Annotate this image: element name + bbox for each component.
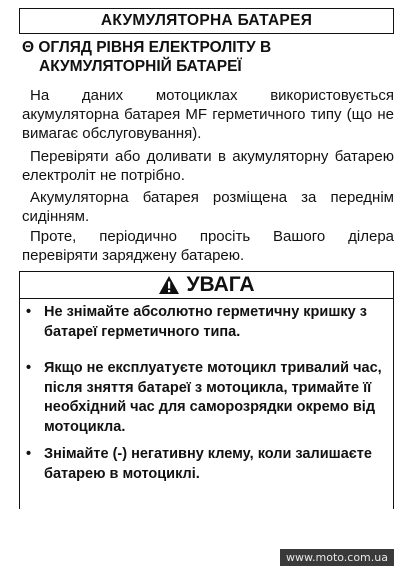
subsection-title-line2: АКУМУЛЯТОРНІЙ БАТАРЕЇ — [39, 58, 242, 75]
paragraph-battery-type: На даних мотоциклах використовується акумуляторна батарея MF герметичного типу (що не вимагає обслуговування). — [22, 87, 394, 142]
warning-item: • Знімайте (-) негативну клему, коли залишаєте батарею в мотоциклі. — [26, 446, 372, 482]
subsection-title — [22, 38, 392, 76]
paragraph-electrolyte: Перевіряти або доливати в акумуляторну батарею електроліт не потрібно. — [22, 148, 394, 184]
warning-item: • Не знімайте абсолютно герметичну кришку з батареї герметичного типа. — [26, 304, 367, 340]
warning-body — [19, 299, 394, 509]
warning-item: • Якщо не експлуатуєте мотоцикл тривалий час, після зняття батареї з мотоцикла, тримайте її необхідний час для саморозрядки окремо від мотоцикла. — [26, 360, 382, 435]
subsection-title-line1: ОГЛЯД РІВНЯ ЕЛЕКТРОЛІТУ В — [38, 39, 272, 56]
section-header-title: АКУМУЛЯТОРНА БАТАРЕЯ — [100, 12, 313, 29]
paragraph-location: Акумуляторна батарея розміщена за переднім сидінням. — [22, 189, 394, 225]
warning-title: УВАГА — [186, 273, 255, 296]
paragraph-dealer-check: Проте, періодично просіть Вашого ділера перевіряти заряджену батарею. — [22, 228, 394, 264]
warning-triangle-icon — [158, 275, 180, 295]
section-header-box — [19, 8, 394, 34]
watermark: www.moto.com.ua — [280, 549, 394, 566]
subsection-marker: Θ — [22, 39, 35, 56]
warning-header — [19, 271, 394, 299]
